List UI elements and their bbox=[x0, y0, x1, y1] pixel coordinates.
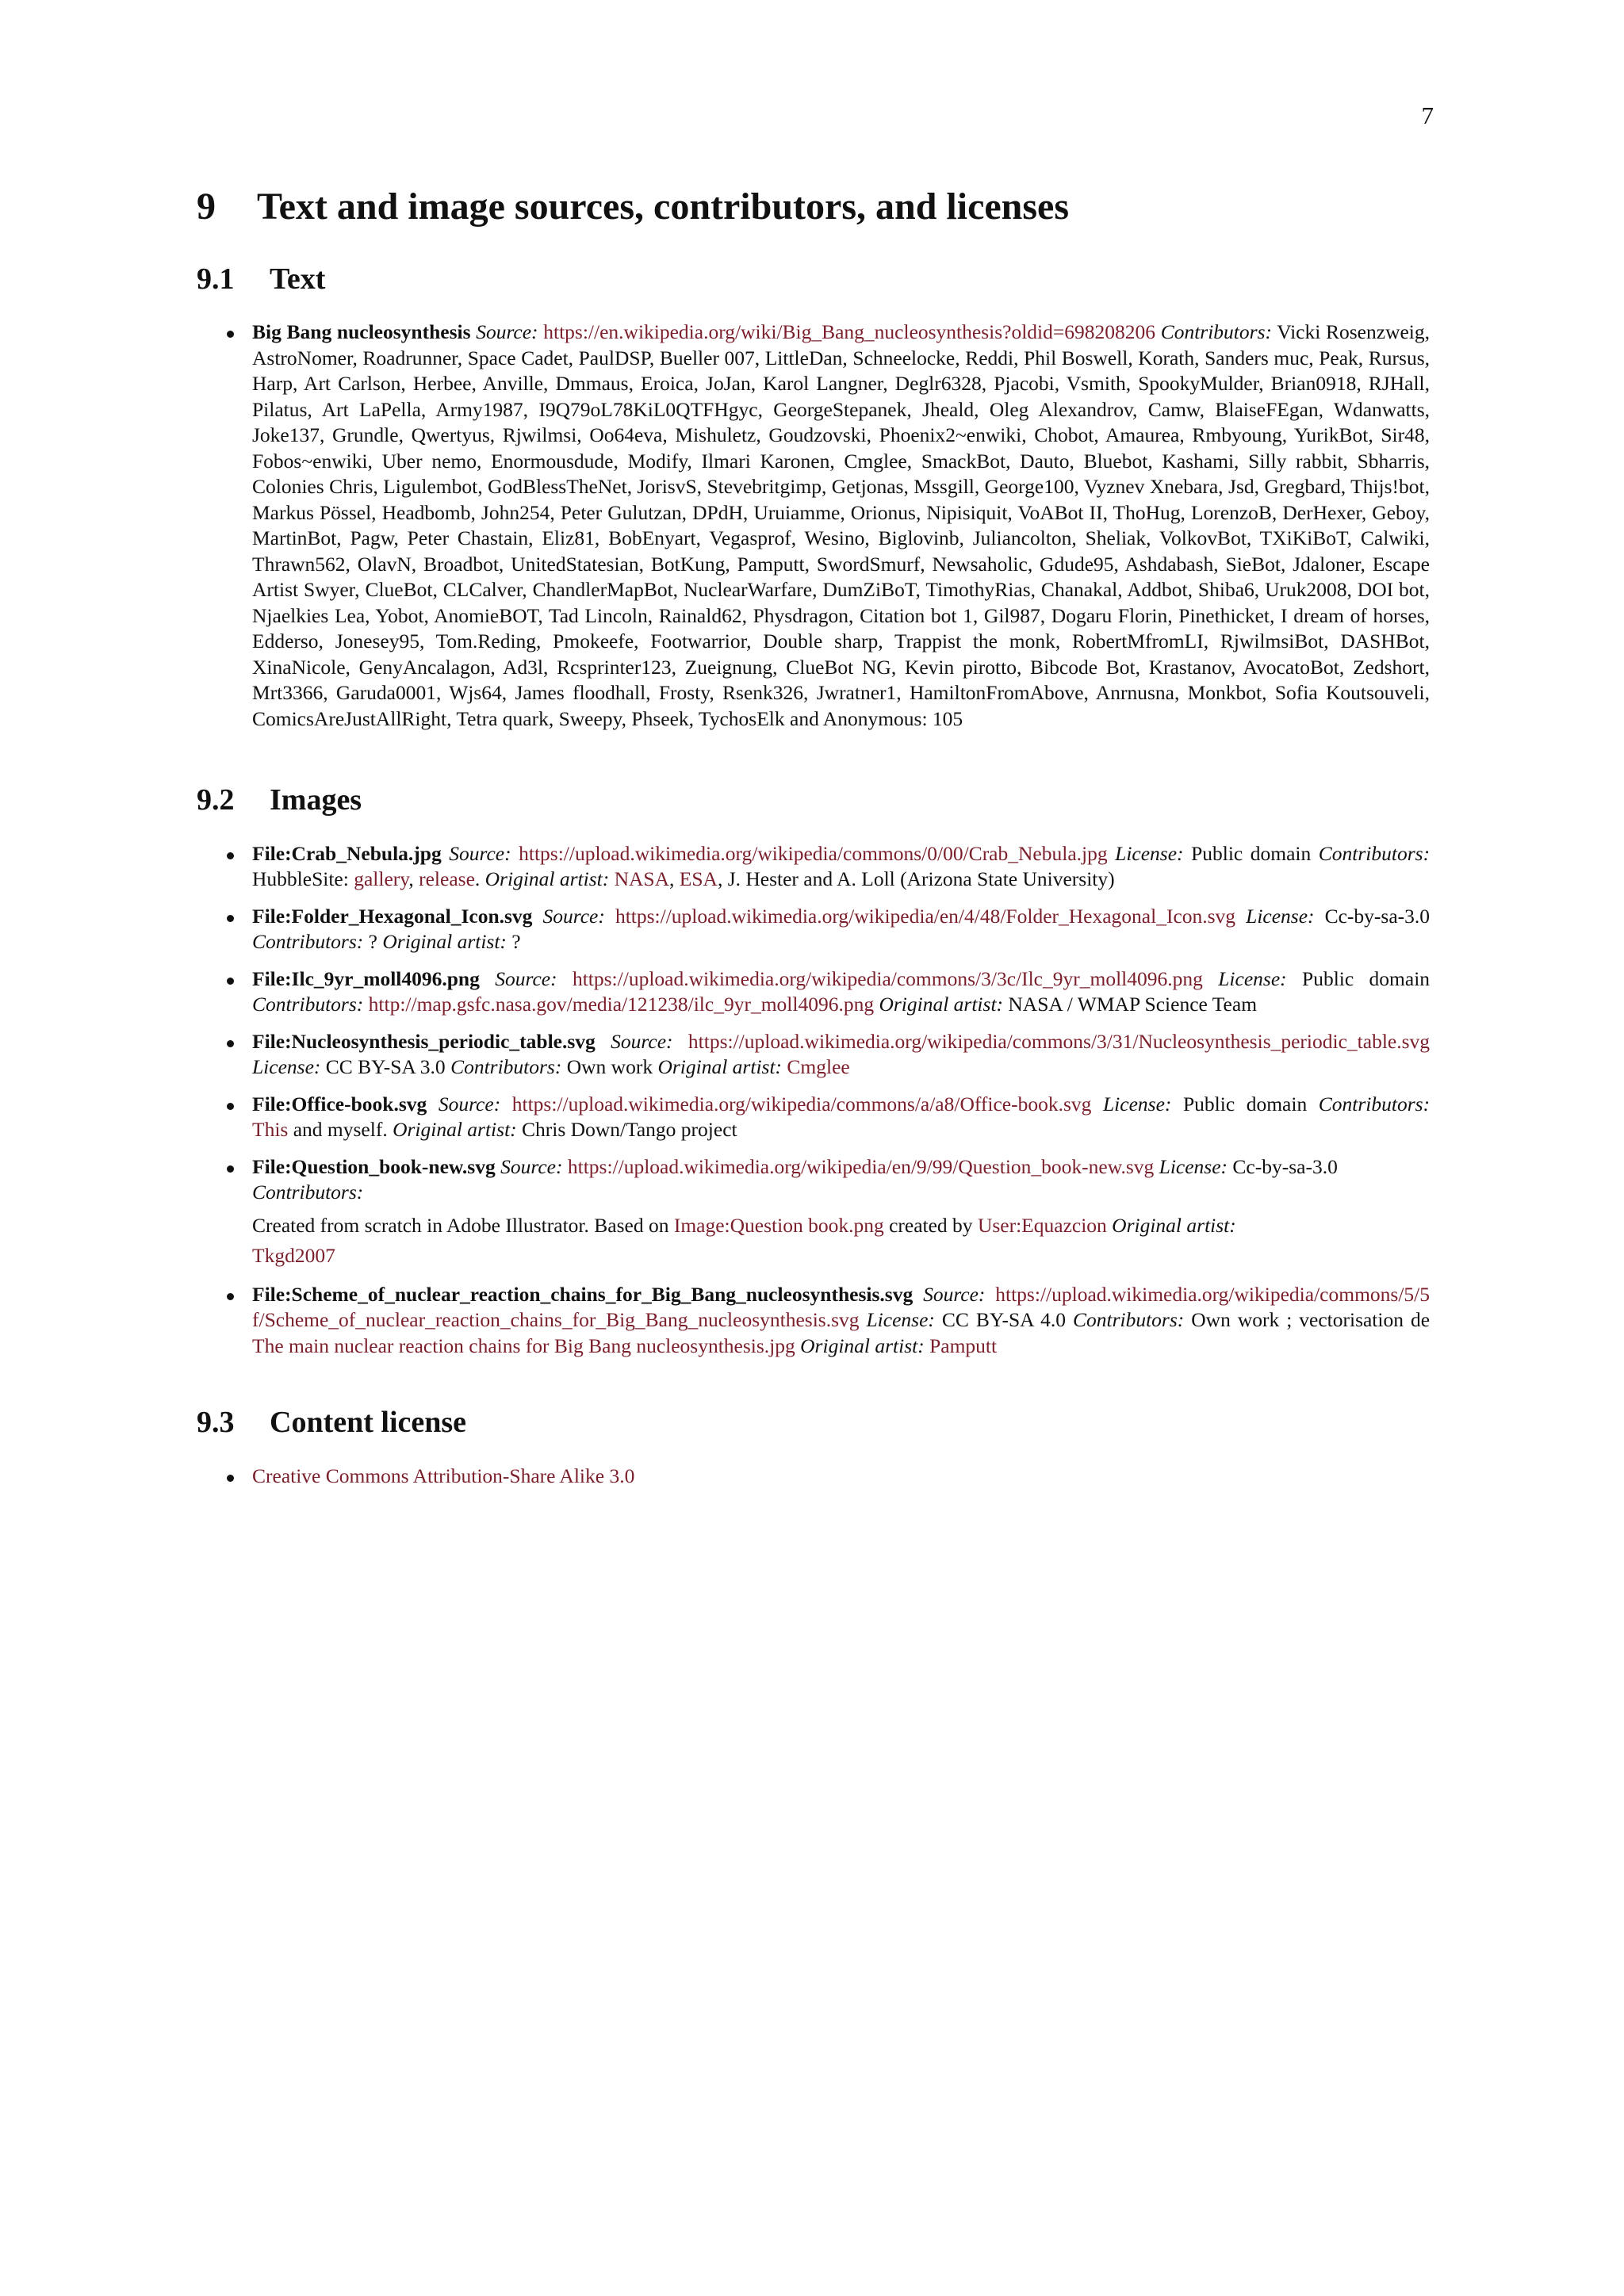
artist-link[interactable]: Pamputt bbox=[929, 1334, 998, 1357]
subsection-title: Content license bbox=[270, 1406, 467, 1440]
image-sources-list bbox=[197, 841, 1430, 1360]
artist-link[interactable]: ESA bbox=[679, 867, 718, 891]
license-link[interactable]: Creative Commons Attribution-Share Alike 3.0 bbox=[252, 1464, 635, 1487]
artist-text: ? bbox=[511, 930, 521, 954]
entry-name: File:Ilc_9yr_moll4096.png bbox=[252, 966, 480, 990]
contributors-link[interactable]: User:Equazcion bbox=[977, 1213, 1107, 1237]
license-label: License: bbox=[252, 1055, 321, 1079]
license-label: License: bbox=[1246, 904, 1315, 928]
source-label: Source: bbox=[923, 1282, 986, 1306]
artist-link[interactable]: Tkgd2007 bbox=[252, 1243, 335, 1267]
license-label: License: bbox=[866, 1308, 935, 1332]
entry-name: File:Question_book-new.svg bbox=[252, 1154, 496, 1178]
entry-name: File:Folder_Hexagonal_Icon.svg bbox=[252, 904, 533, 928]
list-item bbox=[197, 841, 1430, 893]
source-link[interactable]: https://upload.wikimedia.org/wikipedia/en/4/48/Folder_Hexagonal_Icon.svg bbox=[615, 904, 1236, 928]
contributors-label: Contributors: bbox=[252, 1181, 364, 1204]
source-link[interactable]: https://upload.wikimedia.org/wikipedia/en/9/99/Question_book-new.svg bbox=[567, 1154, 1155, 1178]
source-label: Source: bbox=[500, 1154, 563, 1178]
original-artist-label: Original artist: bbox=[382, 930, 507, 954]
artist-link[interactable]: Cmglee bbox=[787, 1055, 850, 1079]
source-label: Source: bbox=[449, 841, 511, 865]
license-label: License: bbox=[1115, 841, 1184, 865]
source-label: Source: bbox=[438, 1092, 501, 1115]
subsection-number: 9.2 bbox=[197, 783, 235, 817]
list-item bbox=[197, 1029, 1430, 1081]
content-license-list bbox=[197, 1464, 1430, 1490]
artist-link[interactable]: NASA bbox=[614, 867, 670, 891]
source-label: Source: bbox=[542, 904, 605, 928]
subsection-heading-content-license bbox=[197, 1405, 1430, 1441]
contributors-text: created by bbox=[883, 1213, 978, 1237]
contributors-label: Contributors: bbox=[450, 1055, 562, 1079]
contributors-text: ? bbox=[368, 930, 377, 954]
source-link[interactable]: https://upload.wikimedia.org/wikipedia/commons/5/5f/Scheme_of_nuclear_reaction_chains_for_Big_Bang_nucleosynthesis.svg bbox=[252, 1282, 1430, 1332]
text-sources-list bbox=[197, 320, 1430, 732]
artist-text: NASA / WMAP Science Team bbox=[1008, 993, 1258, 1016]
license-text: CC BY-SA 3.0 bbox=[325, 1055, 446, 1079]
subsection-title: Text bbox=[270, 262, 326, 296]
artist-text: , bbox=[669, 867, 680, 891]
entry-name: File:Nucleosynthesis_periodic_table.svg bbox=[252, 1029, 596, 1053]
source-link[interactable]: https://upload.wikimedia.org/wikipedia/commons/3/3c/Ilc_9yr_moll4096.png bbox=[572, 966, 1203, 990]
subsection-number: 9.1 bbox=[197, 262, 235, 296]
subsection-heading-text bbox=[197, 262, 1430, 298]
contributors-link[interactable]: http://map.gsfc.nasa.gov/media/121238/ilc_9yr_moll4096.png bbox=[368, 993, 875, 1016]
contributors-label: Contributors: bbox=[252, 930, 364, 954]
contributors-link[interactable]: The main nuclear reaction chains for Big Bang nucleosynthesis.jpg bbox=[252, 1334, 795, 1357]
original-artist-label: Original artist: bbox=[393, 1118, 517, 1142]
original-artist-label: Original artist: bbox=[879, 993, 1004, 1016]
source-link[interactable]: https://upload.wikimedia.org/wikipedia/commons/a/a8/Office-book.svg bbox=[511, 1092, 1092, 1115]
entry-name: Big Bang nucleosynthesis bbox=[252, 320, 471, 344]
list-item bbox=[197, 1464, 1430, 1490]
subsection-heading-images bbox=[197, 783, 1430, 819]
original-artist-label: Original artist: bbox=[1112, 1213, 1236, 1237]
contributors-text: Created from scratch in Adobe Illustrator. Based on bbox=[252, 1213, 674, 1237]
page-content bbox=[197, 184, 1430, 1500]
source-label: Source: bbox=[476, 320, 538, 344]
contributors-label: Contributors: bbox=[1073, 1308, 1185, 1332]
license-text: Cc-by-sa-3.0 bbox=[1324, 904, 1431, 928]
contributors-text: Vicki Rosenzweig, AstroNomer, Roadrunner, Space Cadet, PaulDSP, Bueller 007, LittleDan, Schneelocke, Reddi, Phil Boswell, Korath, Sanders muc, Peak, Rursus, Harp, Art Carlson, Herbee, Anville, Dmmaus, Eroica, JoJan, Karol Langner, Deglr6328, Pjacobi, Vsmith, SpookyMulder, Brian0918, RJHall, Pilatus, Art LaPella, Army1987, I9Q79oL78KiL0QTFHgyc, GeorgeStepanek, Jheald, Oleg Alexandrov, Camw, BlaiseFEgan, Wdanwatts, Joke137, Grundle, Qwertyus, Rjwilmsi, Oo64eva, Mishuletz, Goudzovski, Phoenix2~enwiki, Chobot, Amaurea, Rmbyoung, YurikBot, Sir48, Fobos~enwiki, Uber nemo, Enormousdude, Modify, Ilmari Karonen, Cmglee, SmackBot, Dauto, Bluebot, Kashami, Silly rabbit, Sbharris, Colonies Chris, Ligulembot, GodBlessTheNet, JorisvS, Stevebritgimp, Getjonas, Mssgill, George100, Vyznev Xnebara, Jsd, Gregbard, Thijs!bot, Markus Pössel, Headbomb, John254, Peter Gulutzan, DPdH, Uruiamme, Orionus, Nipisiquit, VoABot II, ThoHug, LorenzoB, DerHexer, Geboy, MartinBot, Pagw, Peter Chastain, Eliz81, BobEnyart, Vegasprof, Wesino, Biglovinb, Juliancolton, Sheliak, VolkovBot, TXiKiBoT, Calwiki, Thrawn562, OlavN, Broadbot, UnitedStatesian, BotKung, Pamputt, SwordSmurf, Newsaholic, Gdude95, Ashdabash, SieBot, Jdaloner, Escape Artist Swyer, ClueBot, CLCalver, ChandlerMapBot, NuclearWarfare, DumZiBoT, TimothyRias, Chanakal, Addbot, Shiba6, Uruk2008, DOI bot, Njaelkies Lea, Yobot, AnomieBOT, Tad Lincoln, Rainald62, Physdragon, Citation bot 1, Gil987, Dogaru Florin, Pinethicket, I dream of horses, Edderso, Jonesey95, Tom.Reding, Pmokeefe, Footwarrior, Double sharp, Trappist the monk, RobertMfromLI, RjwilmsiBot, DASHBot, XinaNicole, GenyAncalagon, Ad3l, Rcsprinter123, Zueignung, ClueBot NG, Kevin pirotto, Bibcode Bot, Krastanov, AvocatoBot, Zedshort, Mrt3366, Garuda0001, Wjs64, James floodhall, Frosty, Rsenk326, Jwratner1, HamiltonFromAbove, Anrnusna, Monkbot, Sofia Koutsouveli, ComicsAreJustAllRight, Tetra quark, Sweepy, Phseek, TychosElk and Anonymous: 105 bbox=[252, 320, 1431, 730]
contributors-text: HubbleSite: bbox=[252, 867, 354, 891]
list-item bbox=[197, 966, 1430, 1018]
page-number: 7 bbox=[1421, 101, 1434, 129]
contributors-text: , bbox=[408, 867, 419, 891]
subsection-number: 9.3 bbox=[197, 1406, 235, 1440]
original-artist-label: Original artist: bbox=[800, 1334, 925, 1357]
source-link[interactable]: https://upload.wikimedia.org/wikipedia/commons/3/31/Nucleosynthesis_periodic_table.svg bbox=[688, 1029, 1431, 1053]
artist-text: Chris Down/Tango project bbox=[522, 1118, 737, 1142]
entry-name: File:Crab_Nebula.jpg bbox=[252, 841, 442, 865]
contributors-link[interactable]: This bbox=[252, 1118, 289, 1142]
contributors-label: Contributors: bbox=[1160, 320, 1272, 344]
original-artist-label: Original artist: bbox=[485, 867, 610, 891]
list-item bbox=[197, 1154, 1430, 1271]
contributors-block bbox=[252, 1211, 1430, 1271]
subsection-title: Images bbox=[270, 783, 362, 817]
entry-name: File:Office-book.svg bbox=[252, 1092, 427, 1115]
contributors-label: Contributors: bbox=[252, 993, 364, 1016]
license-label: License: bbox=[1103, 1092, 1172, 1115]
license-text: Cc-by-sa-3.0 bbox=[1232, 1154, 1338, 1178]
entry-name: File:Scheme_of_nuclear_reaction_chains_for_Big_Bang_nucleosynthesis.svg bbox=[252, 1282, 914, 1306]
license-text: Public domain bbox=[1191, 841, 1312, 865]
list-item bbox=[197, 904, 1430, 955]
list-item bbox=[197, 320, 1430, 732]
source-label: Source: bbox=[495, 966, 557, 990]
contributors-link[interactable]: gallery bbox=[354, 867, 409, 891]
contributors-text: Own work ; vectorisation de bbox=[1191, 1308, 1431, 1332]
original-artist-label: Original artist: bbox=[657, 1055, 783, 1079]
source-label: Source: bbox=[611, 1029, 673, 1053]
contributors-text: . bbox=[474, 867, 481, 891]
section-heading bbox=[197, 184, 1430, 230]
contributors-label: Contributors: bbox=[1318, 841, 1431, 865]
contributors-link[interactable]: release bbox=[419, 867, 475, 891]
list-item bbox=[197, 1092, 1430, 1143]
source-link[interactable]: https://upload.wikimedia.org/wikipedia/commons/0/00/Crab_Nebula.jpg bbox=[519, 841, 1108, 865]
contributors-text: Own work bbox=[566, 1055, 653, 1079]
license-text: Public domain bbox=[1302, 966, 1431, 990]
source-link[interactable]: https://en.wikipedia.org/wiki/Big_Bang_nucleosynthesis?oldid=698208206 bbox=[543, 320, 1156, 344]
section-title: Text and image sources, contributors, and licenses bbox=[257, 186, 1070, 228]
contributors-text: and myself. bbox=[288, 1118, 388, 1142]
license-text: Public domain bbox=[1182, 1092, 1308, 1115]
artist-text: , J. Hester and A. Loll (Arizona State University) bbox=[717, 867, 1115, 891]
license-label: License: bbox=[1159, 1154, 1228, 1178]
section-number: 9 bbox=[197, 186, 216, 228]
contributors-label: Contributors: bbox=[1318, 1092, 1431, 1115]
license-text: CC BY-SA 4.0 bbox=[941, 1308, 1067, 1332]
list-item bbox=[197, 1282, 1430, 1360]
contributors-link[interactable]: Image:Question book.png bbox=[673, 1213, 884, 1237]
license-label: License: bbox=[1218, 966, 1287, 990]
